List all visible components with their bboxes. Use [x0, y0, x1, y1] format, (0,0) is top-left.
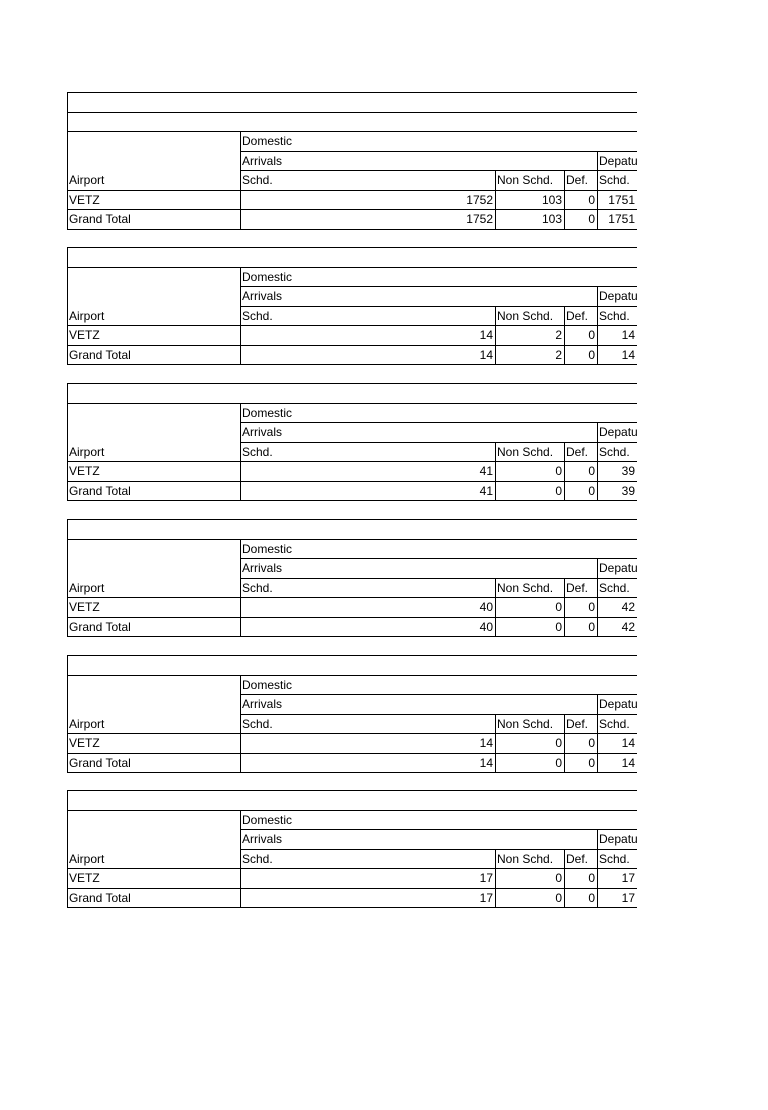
gridline-v	[240, 403, 241, 502]
header-dep-schd[interactable]: Schd.	[599, 444, 630, 459]
cell-arr-def[interactable]: 0	[588, 347, 595, 362]
header-domestic[interactable]: Domestic	[242, 812, 293, 827]
gridline-v	[240, 267, 241, 366]
cell-arr-def[interactable]: 0	[588, 212, 595, 226]
gridline-v	[240, 539, 241, 638]
cell-arr-schd[interactable]: 14	[479, 347, 493, 362]
cell-arr-schd[interactable]: 14	[479, 755, 493, 770]
header-airport[interactable]: Airport	[69, 308, 105, 323]
gridline-v	[564, 849, 565, 909]
cell-arr-non-schd[interactable]: 2	[555, 347, 562, 362]
gridline-v	[597, 422, 598, 501]
header-def[interactable]: Def.	[566, 851, 589, 866]
gridline-v	[495, 170, 496, 230]
table-top-border	[67, 92, 637, 93]
cell-arr-def[interactable]: 0	[588, 464, 595, 478]
header-arrivals[interactable]: Arrivals	[242, 153, 283, 168]
gridline-v	[597, 151, 598, 230]
header-departures[interactable]: Depatu	[599, 561, 638, 575]
cell-dep-schd[interactable]: 42	[621, 600, 635, 614]
table-left-border	[67, 790, 68, 908]
gridline-v	[564, 170, 565, 230]
header-domestic[interactable]: Domestic	[242, 677, 293, 692]
header-def[interactable]: Def.	[566, 716, 589, 731]
cell-arr-non-schd[interactable]: 0	[555, 600, 562, 614]
header-arr-schd[interactable]: Schd.	[242, 716, 273, 731]
header-arr-schd[interactable]: Schd.	[242, 173, 273, 187]
header-departures[interactable]: Depatu	[599, 832, 638, 846]
gridline-v	[495, 578, 496, 638]
gridline-v	[495, 306, 496, 366]
row-airport[interactable]: VETZ	[69, 736, 100, 750]
table-top-border	[67, 790, 637, 791]
header-airport[interactable]: Airport	[69, 173, 105, 187]
gridline-v	[564, 442, 565, 502]
row-airport[interactable]: VETZ	[69, 192, 100, 207]
header-arr-schd[interactable]: Schd.	[242, 851, 273, 866]
cell-arr-non-schd[interactable]: 103	[541, 212, 562, 226]
header-departures[interactable]: Depatu	[599, 153, 638, 168]
table-left-border	[67, 383, 68, 501]
gridline-v	[240, 810, 241, 909]
gridline-h	[67, 907, 637, 908]
cell-arr-schd[interactable]: 1752	[466, 192, 493, 207]
header-arrivals[interactable]: Arrivals	[242, 289, 283, 303]
cell-arr-non-schd[interactable]: 0	[555, 619, 562, 634]
cell-arr-non-schd[interactable]: 0	[555, 736, 562, 750]
cell-dep-schd[interactable]: 17	[621, 871, 635, 885]
cell-arr-non-schd[interactable]: 0	[555, 871, 562, 885]
row-airport[interactable]: VETZ	[69, 464, 100, 478]
cell-dep-schd[interactable]: 14	[621, 755, 635, 770]
gridline-h	[67, 772, 637, 773]
gridline-v	[597, 694, 598, 773]
table-top-border	[67, 247, 637, 248]
header-arrivals[interactable]: Arrivals	[242, 832, 283, 846]
header-airport[interactable]: Airport	[69, 580, 105, 595]
header-dep-schd[interactable]: Schd.	[599, 716, 630, 731]
table-left-border	[67, 655, 68, 773]
gridline-v	[597, 286, 598, 365]
cell-dep-schd[interactable]: 42	[621, 619, 635, 634]
cell-arr-def[interactable]: 0	[588, 736, 595, 750]
gridline-h	[67, 229, 637, 230]
cell-arr-schd[interactable]: 17	[479, 871, 493, 885]
gridline-v	[240, 131, 241, 230]
header-arr-schd[interactable]: Schd.	[242, 308, 273, 323]
gridline-v	[597, 829, 598, 908]
header-domestic[interactable]: Domestic	[242, 541, 293, 556]
header-def[interactable]: Def.	[566, 444, 589, 459]
header-dep-schd[interactable]: Schd.	[599, 851, 630, 866]
header-def[interactable]: Def.	[566, 308, 589, 323]
header-non-schd[interactable]: Non Schd.	[497, 308, 554, 323]
table-top-border	[67, 383, 637, 384]
row-grand-total[interactable]: Grand Total	[69, 890, 131, 905]
cell-arr-def[interactable]: 0	[588, 871, 595, 885]
cell-arr-schd[interactable]: 40	[479, 600, 493, 614]
header-departures[interactable]: Depatu	[599, 697, 638, 711]
gridline-v	[564, 714, 565, 774]
header-arrivals[interactable]: Arrivals	[242, 425, 283, 439]
cell-dep-schd[interactable]: 14	[621, 347, 635, 362]
cell-dep-schd[interactable]: 39	[621, 464, 635, 478]
cell-dep-schd[interactable]: 14	[621, 328, 635, 342]
gridline-h	[67, 500, 637, 501]
cell-arr-schd[interactable]: 17	[479, 890, 493, 905]
header-departures[interactable]: Depatu	[599, 425, 638, 439]
header-dep-schd[interactable]: Schd.	[599, 580, 630, 595]
cell-arr-non-schd[interactable]: 0	[555, 755, 562, 770]
row-airport[interactable]: VETZ	[69, 328, 100, 342]
gridline-h	[67, 364, 637, 365]
header-domestic[interactable]: Domestic	[242, 269, 293, 284]
table-top-border	[67, 655, 637, 656]
cell-arr-def[interactable]: 0	[588, 483, 595, 498]
table-top-border	[67, 519, 637, 520]
gridline-v	[564, 306, 565, 366]
cell-arr-schd[interactable]: 41	[479, 464, 493, 478]
row-airport[interactable]: VETZ	[69, 600, 100, 614]
header-airport[interactable]: Airport	[69, 716, 105, 731]
gridline-h	[67, 112, 637, 113]
cell-dep-schd[interactable]: 14	[621, 736, 635, 750]
table-left-border	[67, 92, 68, 230]
header-departures[interactable]: Depatu	[599, 289, 638, 303]
cell-dep-schd[interactable]: 17	[621, 890, 635, 905]
cell-dep-schd[interactable]: 1751	[608, 192, 635, 207]
row-grand-total[interactable]: Grand Total	[69, 347, 131, 362]
cell-arr-schd[interactable]: 40	[479, 619, 493, 634]
gridline-v	[495, 714, 496, 774]
header-non-schd[interactable]: Non Schd.	[497, 851, 554, 866]
cell-arr-def[interactable]: 0	[588, 755, 595, 770]
cell-arr-schd[interactable]: 14	[479, 736, 493, 750]
cell-arr-non-schd[interactable]: 0	[555, 890, 562, 905]
header-domestic[interactable]: Domestic	[242, 134, 293, 148]
gridline-v	[495, 849, 496, 909]
gridline-v	[564, 578, 565, 638]
cell-arr-schd[interactable]: 14	[479, 328, 493, 342]
cell-arr-schd[interactable]: 41	[479, 483, 493, 498]
header-arrivals[interactable]: Arrivals	[242, 697, 283, 711]
header-non-schd[interactable]: Non Schd.	[497, 444, 554, 459]
cell-arr-def[interactable]: 0	[588, 600, 595, 614]
header-airport[interactable]: Airport	[69, 851, 105, 866]
cell-arr-non-schd[interactable]: 103	[541, 192, 562, 207]
header-dep-schd[interactable]: Schd.	[599, 173, 630, 187]
header-arrivals[interactable]: Arrivals	[242, 561, 283, 575]
gridline-v	[495, 442, 496, 502]
table-left-border	[67, 519, 68, 637]
row-grand-total[interactable]: Grand Total	[69, 755, 131, 770]
header-arr-schd[interactable]: Schd.	[242, 580, 273, 595]
cell-arr-non-schd[interactable]: 0	[555, 483, 562, 498]
header-dep-schd[interactable]: Schd.	[599, 308, 630, 323]
header-def[interactable]: Def.	[566, 173, 589, 187]
cell-arr-def[interactable]: 0	[588, 192, 595, 207]
cell-arr-def[interactable]: 0	[588, 890, 595, 905]
row-airport[interactable]: VETZ	[69, 871, 100, 885]
row-grand-total[interactable]: Grand Total	[69, 483, 131, 498]
report-table	[67, 790, 637, 1110]
table-left-border	[67, 247, 68, 365]
cell-arr-non-schd[interactable]: 2	[555, 328, 562, 342]
cell-arr-def[interactable]: 0	[588, 619, 595, 634]
cell-arr-def[interactable]: 0	[588, 328, 595, 342]
gridline-h	[67, 636, 637, 637]
cell-dep-schd[interactable]: 39	[621, 483, 635, 498]
header-def[interactable]: Def.	[566, 580, 589, 595]
gridline-v	[597, 558, 598, 637]
cell-dep-schd[interactable]: 1751	[608, 212, 635, 226]
header-domestic[interactable]: Domestic	[242, 405, 293, 420]
gridline-v	[240, 675, 241, 774]
header-non-schd[interactable]: Non Schd.	[497, 580, 554, 595]
header-non-schd[interactable]: Non Schd.	[497, 173, 554, 187]
cell-arr-schd[interactable]: 1752	[466, 212, 493, 226]
row-grand-total[interactable]: Grand Total	[69, 212, 131, 226]
cell-arr-non-schd[interactable]: 0	[555, 464, 562, 478]
row-grand-total[interactable]: Grand Total	[69, 619, 131, 634]
header-non-schd[interactable]: Non Schd.	[497, 716, 554, 731]
header-arr-schd[interactable]: Schd.	[242, 444, 273, 459]
header-airport[interactable]: Airport	[69, 444, 105, 459]
